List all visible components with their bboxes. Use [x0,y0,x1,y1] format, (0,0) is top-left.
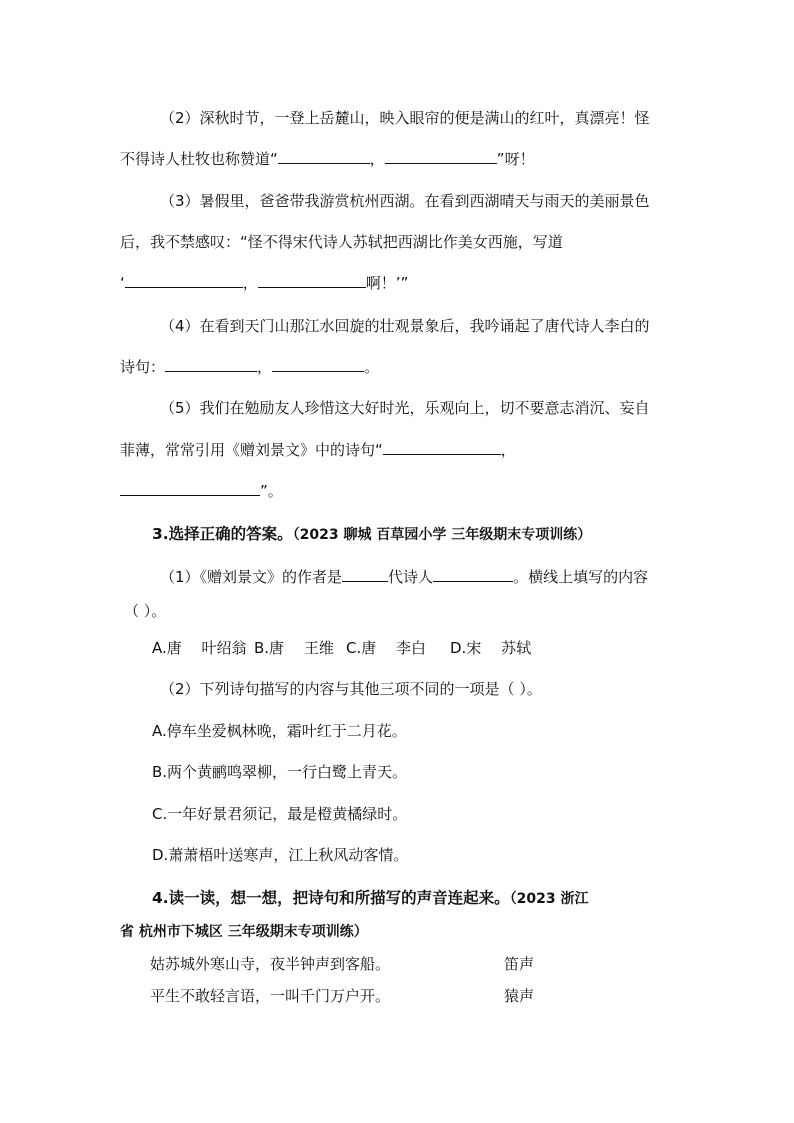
option-b-text: B.两个黄鹂鸣翠柳，一行白鹭上青天。 [152,763,408,781]
q3-item1-prefix: （1）《赠刘景文》的作者是 [160,568,343,586]
q2-item4-line1 [160,316,650,336]
q3-title: 3.选择正确的答案。 [152,525,293,543]
q3-item2-option-c[interactable] [152,804,407,824]
q4-pair-1 [150,954,534,974]
q3-item1-suffix: 。横线上填写的内容 [513,568,649,586]
q3-heading [152,523,591,546]
q2-item2-suffix: ”呀！ [496,150,535,168]
option-b[interactable]: B.唐 王维 [254,639,334,657]
answer-blank[interactable] [342,567,388,582]
q2-item4-line2 [120,357,379,377]
poem-line[interactable]: 姑苏城外寒山寺，夜半钟声到客船。 [150,955,391,973]
q4-heading-line1 [152,887,589,910]
answer-blank[interactable] [125,273,243,288]
answer-blank[interactable] [278,149,370,164]
q3-item2-option-b[interactable] [152,762,407,782]
separator: ， [500,441,516,459]
q2-item2-prefix: 不得诗人杜牧也称赞道“ [120,150,278,168]
option-a-text: A.停车坐爱枫林晚，霜叶红于二月花。 [152,722,407,740]
q2-item4-prefix: 诗句： [120,358,166,376]
q2-item5-text: （5）我们在勉励友人珍惜这大好时光，乐观向上，切不要意志消沉、妄自 [160,399,650,417]
q3-item2-option-a[interactable] [152,721,407,741]
q4-source-part2: 省 杭州市下城区 三年级期末专项训练） [120,924,368,940]
q2-item4-suffix: 。 [364,358,380,376]
answer-blank[interactable] [165,357,257,372]
q4-source-part1: （2023 浙江 [509,891,589,907]
option-c-text: C.一年好景君须记，最是橙黄橘绿时。 [152,805,408,823]
poem-line[interactable]: 平生不敢轻言语，一叫千门万户开。 [150,987,391,1005]
answer-blank[interactable] [433,567,513,582]
sound-label[interactable]: 笛声 [504,955,535,973]
q3-item1-mid: 代诗人 [388,568,434,586]
q2-item5-line3 [120,481,283,501]
q4-title: 4.读一读，想一想，把诗句和所描写的声音连起来。 [152,889,510,907]
q3-item1-options [152,638,550,658]
q2-item3-text2: 后，我不禁感叹：“怪不得宋代诗人苏轼把西湖比作美女西施，写道 [120,233,563,251]
sound-label[interactable]: 猿声 [504,987,535,1005]
answer-parens[interactable]: （ ）。 [124,602,167,620]
q2-item3-suffix: 啊！’” [365,274,409,292]
q2-item5-line1 [160,398,650,418]
q2-item4-text: （4）在看到天门山那江水回旋的壮观景象后，我吟诵起了唐代诗人李白的 [160,317,650,335]
option-d-text: D.萧萧梧叶送寒声，江上秋风动客情。 [152,846,409,864]
answer-blank[interactable] [120,481,260,496]
q3-item2-text: （2）下列诗句描写的内容与其他三项不同的一项是（ ）。 [160,680,542,698]
q3-source: （2023 聊城 百草园小学 三年级期末专项训练） [292,527,592,543]
separator: ， [242,274,258,292]
q2-item3-line1 [160,191,650,211]
answer-blank[interactable] [258,273,366,288]
quote-open: ‘ [120,274,125,292]
answer-blank[interactable] [385,149,497,164]
q3-item1-line2 [124,601,166,621]
q2-item2-line2 [120,149,535,169]
q2-item2-line1 [160,108,650,128]
q2-item5-prefix: 菲薄，常常引用《赠刘景文》中的诗句“ [120,441,383,459]
q2-item2-text: （2）深秋时节，一登上岳麓山，映入眼帘的便是满山的红叶，真漂亮！怪 [160,109,650,127]
separator: ， [369,150,385,168]
q3-item2-option-d[interactable] [152,845,408,865]
q4-heading-line2 [120,920,368,943]
answer-blank[interactable] [272,357,364,372]
q4-pair-2 [150,986,534,1006]
q2-item3-line3 [120,273,408,293]
q3-item2-question [160,679,542,699]
option-d[interactable]: D.宋 苏轼 [450,639,532,657]
option-c[interactable]: C.唐 李白 [346,639,427,657]
q2-item3-line2 [120,232,563,252]
option-a[interactable]: A.唐 叶绍翁 [152,639,247,657]
q2-item5-line2 [120,440,516,460]
answer-blank[interactable] [383,440,501,455]
q2-item5-suffix: ”。 [260,482,283,500]
q2-item3-text: （3）暑假里，爸爸带我游赏杭州西湖。在看到西湖晴天与雨天的美丽景色 [160,192,650,210]
q3-item1-line1 [160,567,648,587]
separator: ， [257,358,273,376]
